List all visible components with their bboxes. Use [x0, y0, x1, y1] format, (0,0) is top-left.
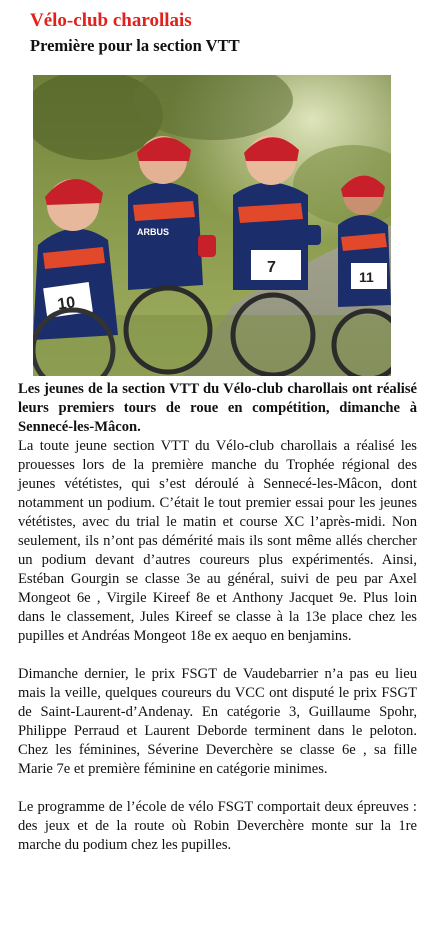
article-photo — [33, 75, 391, 376]
article-section-title: Vélo-club charollais — [30, 10, 192, 31]
article-headline: Première pour la section VTT — [30, 36, 240, 55]
article-lead: Les jeunes de la section VTT du Vélo-club charollais ont réalisé leurs premiers tours de roue en compétition, dimanche à Sennecé-les-Mâcon. — [18, 381, 417, 435]
article-body — [18, 380, 417, 855]
article-paragraph: La toute jeune section VTT du Vélo-club charollais a réalisé les prouesses lors de la première manche du Trophée régional des jeunes vététistes, qui s’est déroulé à Sennecé-les-Mâcon, dont notamment un podium. C’était le tout premier essai pour les jeunes vététistes, avec du trial le matin et course XC l’après-midi. Non seulement, ils n’ont pas démérité mais ils sont même allés chercher un podium devant d’autres coureurs plus expérimentés. Ainsi, Estéban Gourgin se classe 3e au général, suivi de peu par Axel Mongeot 6e , Virgile Kireef 8e et Anthony Jacquet 9e. Plus loin dans le classement, Jules Kireef se classe à la 13e place chez les pupilles et Andréas Mongeot 18e ex aequo en benjamins. — [18, 438, 417, 644]
article-paragraph: Le programme de l’école de vélo FSGT comportait deux épreuves : des jeux et de la route où Robin Deverchère monte sur la 1re marche du podium chez les pupilles. — [18, 799, 417, 853]
photo-young-riders — [33, 75, 391, 376]
bib-number: 7 — [267, 259, 276, 276]
article-paragraph: Dimanche dernier, le prix FSGT de Vaudebarrier n’a pas eu lieu mais la veille, quelques coureurs du VCC ont disputé le prix FSGT de Saint-Laurent-d’Andenay. En catégorie 3, Guillaume Spohr, Philippe Perraud et Laurent Deborde terminent dans le peloton. Chez les féminines, Séverine Deverchère se classe 6e , sa fille Marie 7e et première féminine en catégorie minimes. — [18, 666, 417, 777]
jersey-text: ARBUS — [137, 227, 170, 237]
bib-number: 11 — [359, 269, 374, 285]
bib-number: 10 — [56, 294, 77, 314]
